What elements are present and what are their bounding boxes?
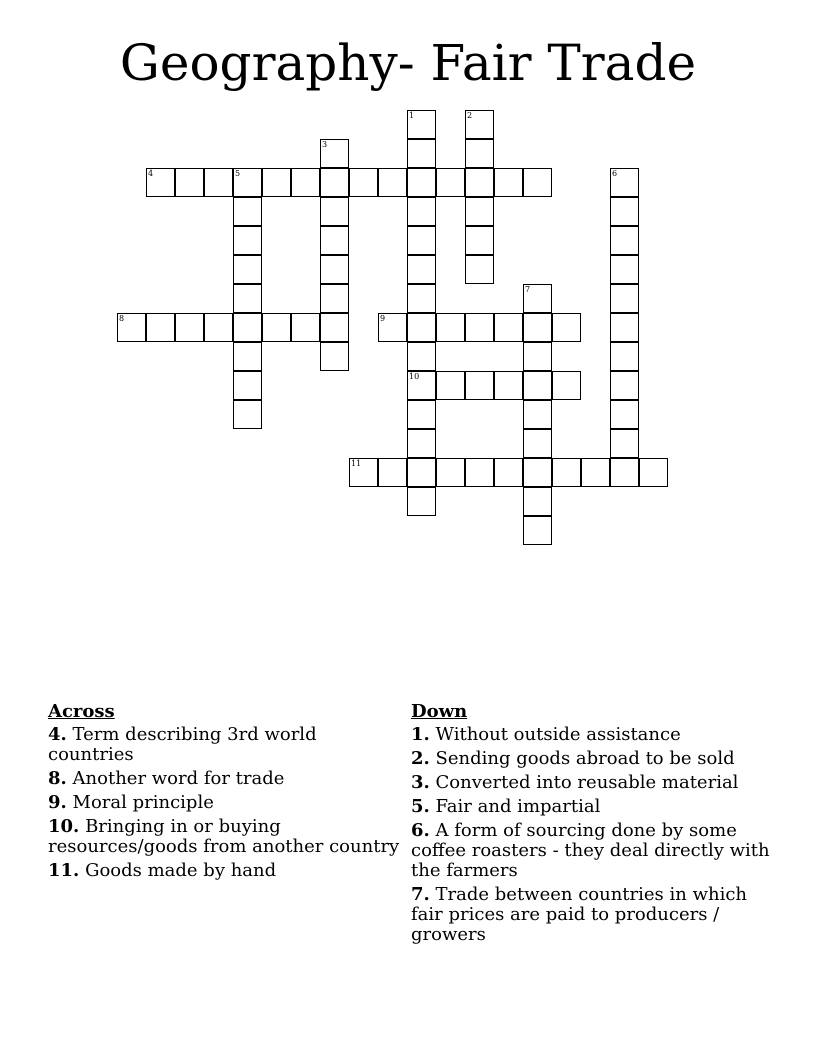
clue-down-2: 2. Sending goods abroad to be sold: [411, 748, 735, 769]
page-title: Geography- Fair Trade: [119, 34, 697, 92]
clue-across-11: 11. Goods made by hand: [48, 860, 277, 881]
crossword-cell[interactable]: [320, 284, 349, 313]
crossword-cell[interactable]: [320, 226, 349, 255]
crossword-cell[interactable]: [465, 313, 494, 342]
crossword-cell[interactable]: [523, 429, 552, 458]
crossword-cell[interactable]: [117, 313, 146, 342]
crossword-cell[interactable]: [175, 168, 204, 197]
down-clues: [411, 702, 771, 949]
clue-down-6: 6. A form of sourcing done by some coffee roasters - they deal directly with the farmers: [411, 820, 770, 881]
crossword-cell[interactable]: [204, 168, 233, 197]
crossword-cell[interactable]: [465, 139, 494, 168]
crossword-cell[interactable]: [407, 139, 436, 168]
crossword-cell[interactable]: [233, 226, 262, 255]
crossword-cell[interactable]: [320, 313, 349, 342]
crossword-cell[interactable]: [494, 371, 523, 400]
cell-number: 7: [525, 285, 531, 294]
crossword-cell[interactable]: [407, 110, 436, 139]
crossword-cell[interactable]: [407, 226, 436, 255]
crossword-cell[interactable]: [523, 458, 552, 487]
clue-across-8: 8. Another word for trade: [48, 768, 285, 789]
crossword-cell[interactable]: [523, 342, 552, 371]
crossword-cell[interactable]: [465, 110, 494, 139]
crossword-cell[interactable]: [523, 371, 552, 400]
crossword-cell[interactable]: [523, 487, 552, 516]
down-heading: Down: [411, 701, 468, 722]
crossword-cell[interactable]: [204, 313, 233, 342]
crossword-cell[interactable]: [407, 342, 436, 371]
crossword-cell[interactable]: [233, 284, 262, 313]
crossword-cell[interactable]: [494, 168, 523, 197]
crossword-cell[interactable]: [233, 168, 262, 197]
crossword-cell[interactable]: [581, 458, 610, 487]
cell-number: 9: [380, 314, 386, 323]
crossword-cell[interactable]: [552, 458, 581, 487]
crossword-cell[interactable]: [407, 487, 436, 516]
crossword-cell[interactable]: [320, 342, 349, 371]
crossword-cell[interactable]: [146, 168, 175, 197]
crossword-cell[interactable]: [610, 197, 639, 226]
crossword-cell[interactable]: [465, 458, 494, 487]
cell-number: 8: [119, 314, 125, 323]
crossword-cell[interactable]: [407, 197, 436, 226]
crossword-cell[interactable]: [552, 371, 581, 400]
crossword-cell[interactable]: [610, 371, 639, 400]
crossword-cell[interactable]: [378, 168, 407, 197]
crossword-cell[interactable]: [523, 284, 552, 313]
crossword-cell[interactable]: [523, 400, 552, 429]
crossword-cell[interactable]: [523, 516, 552, 545]
crossword-cell[interactable]: [407, 371, 436, 400]
cell-number: 2: [467, 111, 473, 120]
cell-number: 4: [148, 169, 154, 178]
crossword-cell[interactable]: [262, 168, 291, 197]
crossword-cell[interactable]: [407, 400, 436, 429]
crossword-cell[interactable]: [320, 168, 349, 197]
cell-number: 6: [612, 169, 618, 178]
crossword-cell[interactable]: [610, 429, 639, 458]
crossword-cell[interactable]: [407, 429, 436, 458]
crossword-cell[interactable]: [436, 371, 465, 400]
crossword-cell[interactable]: [233, 371, 262, 400]
crossword-cell[interactable]: [349, 458, 378, 487]
crossword-cell[interactable]: [436, 458, 465, 487]
crossword-cell[interactable]: [291, 313, 320, 342]
crossword-cell[interactable]: [523, 168, 552, 197]
crossword-cell[interactable]: [233, 400, 262, 429]
across-clues: [48, 702, 404, 885]
clue-down-1: 1. Without outside assistance: [411, 724, 681, 745]
crossword-cell[interactable]: [407, 458, 436, 487]
crossword-cell[interactable]: [175, 313, 204, 342]
crossword-cell[interactable]: [552, 313, 581, 342]
crossword-cell[interactable]: [639, 458, 668, 487]
clue-across-4: 4. Term describing 3rd world countries: [48, 724, 317, 765]
crossword-cell[interactable]: [610, 342, 639, 371]
crossword-cell[interactable]: [610, 226, 639, 255]
crossword-cell[interactable]: [349, 168, 378, 197]
crossword-cell[interactable]: [378, 458, 407, 487]
crossword-cell[interactable]: [610, 400, 639, 429]
crossword-cell[interactable]: [407, 284, 436, 313]
clue-down-3: 3. Converted into reusable material: [411, 772, 739, 793]
crossword-cell[interactable]: [233, 255, 262, 284]
crossword-cell[interactable]: [523, 313, 552, 342]
crossword-cell[interactable]: [320, 139, 349, 168]
crossword-cell[interactable]: [233, 313, 262, 342]
clue-down-5: 5. Fair and impartial: [411, 796, 601, 817]
clue-down-7: 7. Trade between countries in which fair prices are paid to producers / growers: [411, 884, 748, 945]
cell-number: 10: [409, 372, 420, 381]
across-heading: Across: [48, 701, 115, 722]
crossword-cell[interactable]: [291, 168, 320, 197]
crossword-cell[interactable]: [407, 255, 436, 284]
crossword-cell[interactable]: [465, 226, 494, 255]
crossword-cell[interactable]: [610, 255, 639, 284]
crossword-cell[interactable]: [610, 168, 639, 197]
crossword-cell[interactable]: [233, 197, 262, 226]
clue-across-10: 10. Bringing in or buying resources/goods from another country: [48, 816, 400, 857]
crossword-cell[interactable]: [262, 313, 291, 342]
crossword-cell[interactable]: [320, 255, 349, 284]
clue-across-9: 9. Moral principle: [48, 792, 214, 813]
crossword-cell[interactable]: [233, 342, 262, 371]
crossword-cell[interactable]: [378, 313, 407, 342]
crossword-cell[interactable]: [320, 197, 349, 226]
crossword-cell[interactable]: [494, 458, 523, 487]
crossword-cell[interactable]: [407, 168, 436, 197]
crossword-cell[interactable]: [494, 313, 523, 342]
cell-number: 5: [235, 169, 241, 178]
crossword-cell[interactable]: [407, 313, 436, 342]
crossword-cell[interactable]: [465, 371, 494, 400]
crossword-cell[interactable]: [465, 197, 494, 226]
cell-number: 3: [322, 140, 328, 149]
cell-number: 1: [409, 111, 415, 120]
crossword-cell[interactable]: [610, 458, 639, 487]
crossword-cell[interactable]: [146, 313, 175, 342]
crossword-cell[interactable]: [610, 313, 639, 342]
crossword-cell[interactable]: [465, 168, 494, 197]
crossword-cell[interactable]: [465, 255, 494, 284]
crossword-cell[interactable]: [436, 168, 465, 197]
crossword-cell[interactable]: [436, 313, 465, 342]
crossword-cell[interactable]: [610, 284, 639, 313]
cell-number: 11: [351, 459, 362, 468]
